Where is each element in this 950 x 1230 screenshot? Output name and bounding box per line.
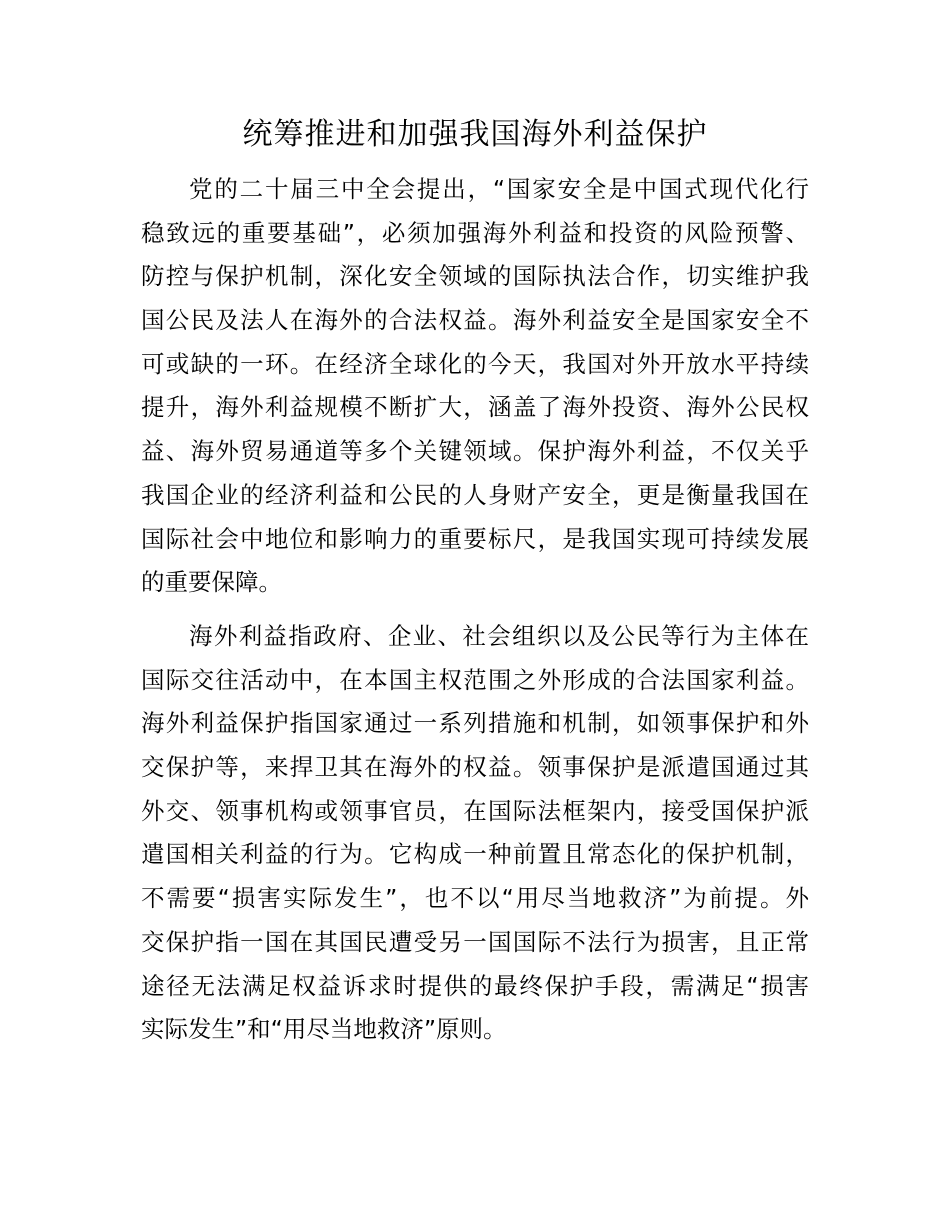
text-line: 实际发生”和“用尽当地救济”原则。 (141, 1015, 507, 1044)
text-line: 途径无法满足权益诉求时提供的最终保护手段，需满足“损害 (141, 971, 809, 1000)
text-line: 我国企业的经济利益和公民的人身财产安全，更是衡量我国在 (141, 480, 809, 509)
text-line: 的重要保障。 (141, 568, 282, 597)
text-line: 提升，海外利益规模不断扩大，涵盖了海外投资、海外公民权 (141, 393, 809, 422)
text-line: 国际社会中地位和影响力的重要标尺，是我国实现可持续发展 (141, 524, 809, 553)
paragraph-2 (141, 615, 809, 1052)
text-line: 防控与保护机制，深化安全领域的国际执法合作，切实维护我 (141, 262, 809, 291)
paragraph-1 (141, 168, 809, 605)
text-line: 外交、领事机构或领事官员，在国际法框架内，接受国保护派 (141, 796, 809, 825)
text-line: 海外利益保护指国家通过一系列措施和机制，如领事保护和外 (141, 709, 809, 738)
text-line: 交保护等，来捍卫其在海外的权益。领事保护是派遣国通过其 (141, 753, 809, 782)
text-line: 国公民及法人在海外的合法权益。海外利益安全是国家安全不 (141, 306, 809, 335)
text-line: 可或缺的一环。在经济全球化的今天，我国对外开放水平持续 (141, 349, 809, 378)
text-line: 益、海外贸易通道等多个关键领域。保护海外利益，不仅关乎 (141, 437, 809, 466)
text-line: 稳致远的重要基础”，必须加强海外利益和投资的风险预警、 (141, 218, 809, 247)
text-line: 海外利益指政府、企业、社会组织以及公民等行为主体在 (189, 622, 809, 650)
text-line: 国际交往活动中，在本国主权范围之外形成的合法国家利益。 (141, 665, 809, 694)
text-line: 遣国相关利益的行为。它构成一种前置且常态化的保护机制， (141, 840, 809, 869)
document-title: 统筹推进和加强我国海外利益保护 (242, 117, 708, 152)
text-line: 交保护指一国在其国民遭受另一国国际不法行为损害，且正常 (141, 927, 809, 956)
text-line: 不需要“损害实际发生”，也不以“用尽当地救济”为前提。外 (141, 884, 809, 913)
text-line: 党的二十届三中全会提出，“国家安全是中国式现代化行 (189, 175, 809, 203)
